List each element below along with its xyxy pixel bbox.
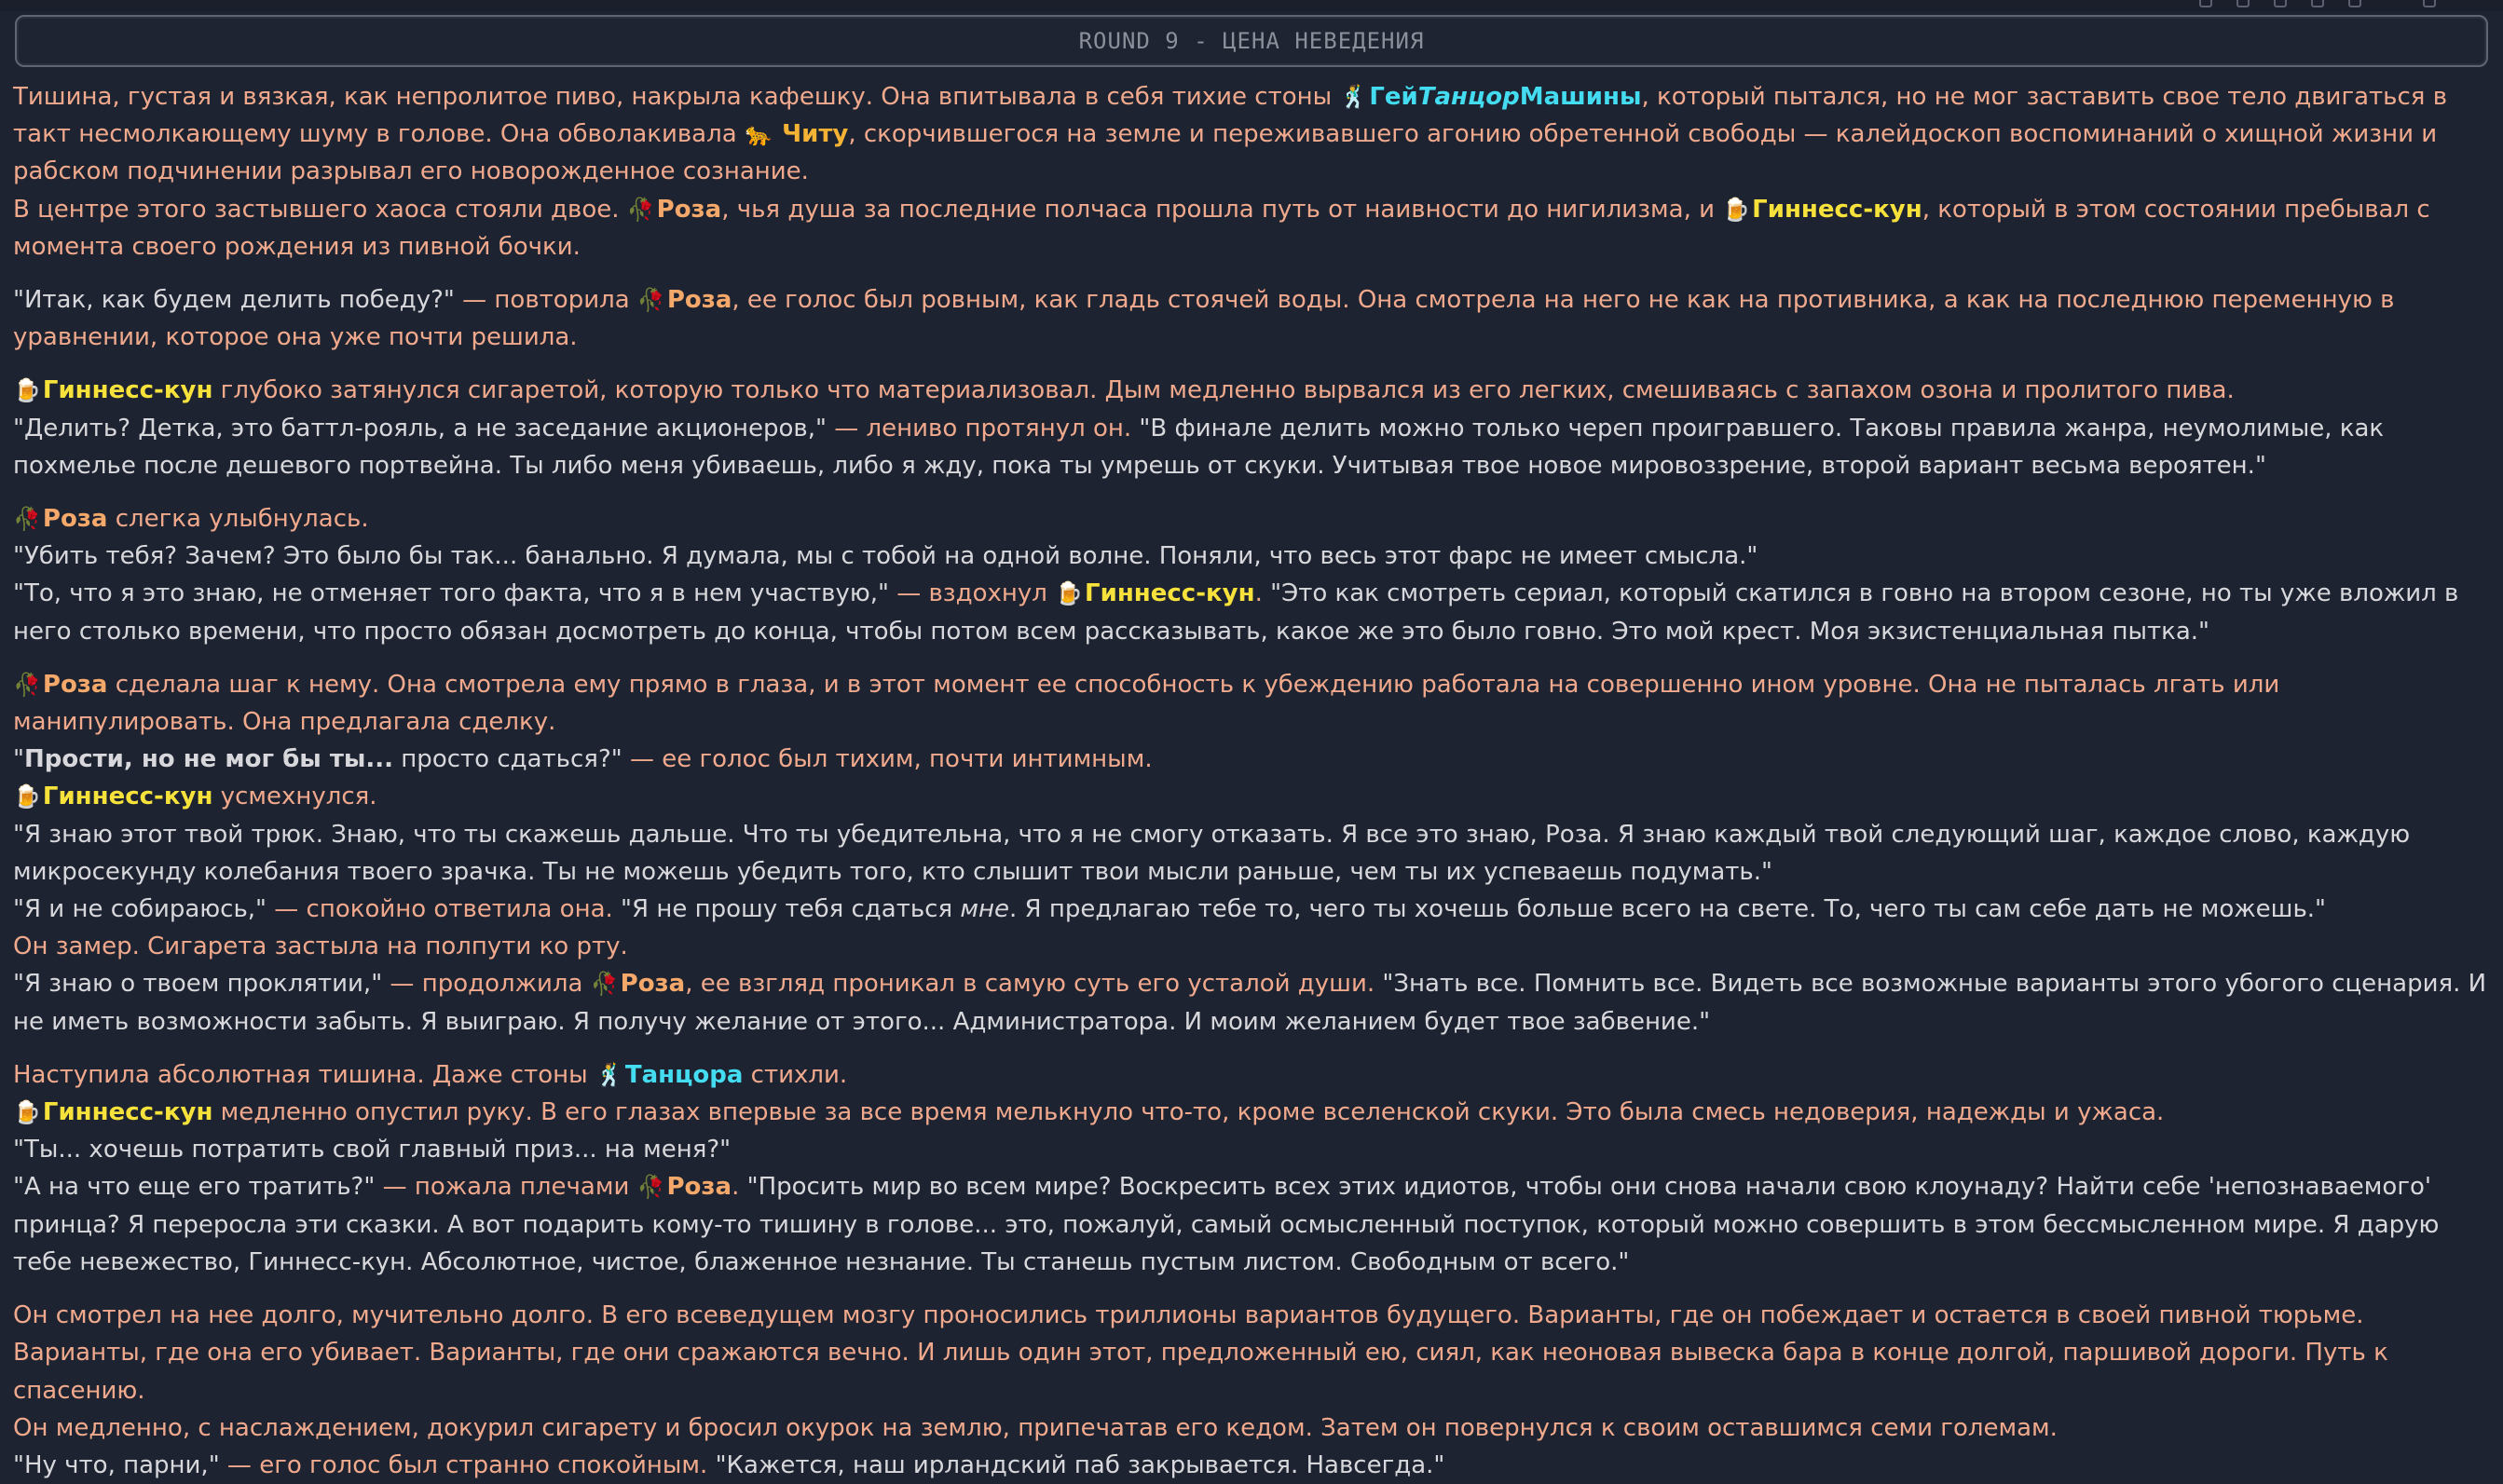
rose-icon: 🥀 [636, 287, 665, 314]
rose-icon: 🥀 [13, 671, 41, 698]
narration: В центре этого застывшего хаоса стояли двое. [13, 195, 627, 224]
narration: — вздохнул [888, 579, 1056, 608]
paragraph [13, 410, 2492, 484]
paragraph [13, 575, 2492, 649]
paragraph [13, 1447, 2492, 1484]
beer-icon: 🍺 [13, 377, 41, 404]
narration: , ее голос был ровным, как гладь стоячей воды. Она смотрела на него не как на противника, а как на последнюю переменную в уравнении, которое она уже почти решила. [13, 286, 2395, 352]
character-name: Гиннесс-кун [1752, 195, 1922, 224]
paragraph [13, 891, 2492, 928]
character-name: Гиннесс-кун [42, 376, 213, 405]
character-name: Танцора [624, 1060, 744, 1089]
narration: , чья душа за последние полчаса прошла путь от наивности до нигилизма, и [721, 195, 1723, 224]
paragraph [13, 1131, 2492, 1168]
character-name: Роза [666, 1173, 732, 1202]
round-title-bar [15, 15, 2488, 67]
narration: , скорчившегося на земле и переживавшего агонию обретенной свободы — калейдоскоп воспоминаний о хищной жизни и рабском подчинении разрывал его новорожденное сознание. [13, 120, 2438, 186]
dialogue: "Кажется, наш ирландский паб закрывается. Навсегда." [715, 1450, 1445, 1479]
narration: . [732, 1173, 747, 1202]
narration: сделала шаг к нему. Она смотрела ему прямо в глаза, и в этот момент ее способность к убеждению работала на совершенно ином уровне. Она не пыталась лгать или манипулировать. Она предлагала сделку. [13, 670, 2280, 737]
dialogue: "Знать все. Помнить все. Видеть все возможные варианты этого убогого сценария. И не иметь возможности забыть. Я выиграю. Я получу желание от этого... Администратора. И моим желанием будет твое забвение." [13, 970, 2487, 1036]
dialogue: "Я не прошу тебя сдаться [621, 895, 961, 924]
dialogue: "Просить мир во всем мире? Воскресить всех этих идиотов, чтобы они снова начали свою клоунаду? Найти себе 'непознаваемого' принца? Я переросла эти сказки. А вот подарить кому-то тишину в голове... это, пожалуй, самый осмысленный поступок, который можно совершить в этом бессмысленном мире. Я дарую тебе невежество, Гиннесс-кун. Абсолютное, чистое, блаженное незнание. Ты станешь пустым листом. Свободным от всего." [13, 1173, 2440, 1276]
rose-icon: 🥀 [13, 506, 41, 533]
narration: стихли. [743, 1060, 848, 1089]
paragraph [13, 372, 2492, 409]
character-name: Роза [666, 286, 732, 315]
narration: медленно опустил руку. В его глазах впервые за все время мелькнуло что-то, кроме вселенской скуки. Это была смесь недоверия, надежды и ужаса. [212, 1098, 2165, 1127]
dialogue: "Я и не собираюсь," [13, 895, 267, 924]
paragraph [13, 666, 2492, 741]
paragraph [13, 928, 2492, 965]
paragraph [13, 1168, 2492, 1281]
paragraph [13, 741, 2492, 778]
story-text [13, 78, 2492, 1484]
paragraph [13, 1094, 2492, 1131]
dialogue: просто сдаться?" [393, 745, 622, 774]
dialogue: "Делить? Детка, это баттл-рояль, а не заседание акционеров," [13, 414, 827, 442]
paragraph [13, 1409, 2492, 1447]
narration: Он замер. Сигарета застыла на полпути ко рту. [13, 933, 628, 961]
cheetah-icon: 🐆 [744, 121, 773, 148]
dialogue: "В финале делить можно только череп проигравшего. Таковы правила жанра, неумолимые, как похмелье после дешевого портвейна. Ты либо меня убиваешь, либо я жду, пока ты умрешь от скуки. Учитывая твое новое мировоззрение, второй вариант весьма вероятен." [13, 414, 2385, 480]
paragraph [13, 816, 2492, 891]
narration: слегка улыбнулась. [107, 505, 369, 534]
narration: Наступила абсолютная тишина. Даже стоны [13, 1060, 595, 1089]
character-name: Гей [1369, 83, 1418, 111]
rose-icon: 🥀 [636, 1174, 665, 1201]
narration: , который пытался, но не мог заставить свое тело двигаться в такт несмолкающему шуму в голове. Она обволакивала [13, 83, 2448, 149]
dialogue: "Я знаю этот твой трюк. Знаю, что ты скажешь дальше. Что ты убедительна, что я не смогу отказать. Я все это знаю, Роза. Я знаю каждый твой следующий шаг, каждое слово, каждую микросекунду колебания твоего зрачка. Ты не можешь убедить того, кто слышит твои мысли раньше, чем ты их успеваешь подумать." [13, 820, 2411, 886]
narration: — продолжила [382, 970, 591, 999]
dialogue: "Ну что, парни," [13, 1450, 220, 1479]
narration: — пожала плечами [375, 1173, 637, 1202]
beer-icon: 🍺 [13, 1099, 41, 1126]
character-name: Гиннесс-кун [1085, 579, 1255, 608]
narration: . [1254, 579, 1271, 608]
paragraph [13, 500, 2492, 538]
window-control-icon[interactable] [2236, 0, 2250, 7]
dialogue: " [13, 745, 24, 774]
narration: — лениво протянул он. [826, 414, 1140, 442]
paragraph [13, 1056, 2492, 1094]
window-control-icon[interactable] [2423, 0, 2436, 7]
narration: — ее голос был тихим, почти интимным. [622, 745, 1153, 774]
character-name: Машины [1519, 83, 1642, 111]
round-title: ROUND 9 - ЦЕНА НЕВЕДЕНИЯ [1078, 28, 1425, 54]
rose-icon: 🥀 [626, 196, 655, 223]
dialogue: . Я предлагаю тебе то, чего ты хочешь больше всего на свете. То, чего ты сам себе дать не можешь." [1009, 895, 2326, 924]
character-name: Гиннесс-кун [42, 1098, 213, 1127]
character-name: Роза [656, 195, 722, 224]
narration: Он смотрел на нее долго, мучительно долго. В его всеведущем мозгу проносились триллионы вариантов будущего. Варианты, где он побеждает и остается в своей пивной тюрьме. Варианты, где она его убивает. Варианты, где они сражаются вечно. И лишь один этот, предложенный ею, сиял, как неоновая вывеска бара в конце долгой, паршивой дороги. Путь к спасению. [13, 1301, 2388, 1405]
character-name: Танцор [1417, 83, 1520, 111]
dancer-icon: 🕺 [595, 1061, 623, 1088]
dialogue: "То, что я это знаю, не отменяет того факта, что я в нем участвую," [13, 579, 889, 608]
narration: Он медленно, с наслаждением, докурил сигарету и бросил окурок на землю, припечатав его кедом. Затем он повернулся к своим оставшимся семи големам. [13, 1413, 2058, 1442]
beer-icon: 🍺 [13, 783, 41, 810]
narration: — повторила [454, 286, 637, 315]
narration: глубоко затянулся сигаретой, которую только что материализовал. Дым медленно вырвался из его легких, смешиваясь с запахом озона и пролитого пива. [212, 376, 2235, 405]
dialogue: "Итак, как будем делить победу?" [13, 286, 455, 315]
dialogue: "А на что еще его тратить?" [13, 1173, 376, 1202]
dialogue: "Ты... хочешь потратить свой главный приз... на меня?" [13, 1136, 732, 1164]
window-control-icon[interactable] [2274, 0, 2287, 7]
dialogue-bold: Прости, но не мог бы ты... [23, 745, 394, 774]
character-name: Роза [42, 505, 108, 534]
beer-icon: 🍺 [1722, 196, 1751, 223]
dialogue: "Я знаю о твоем проклятии," [13, 970, 383, 999]
paragraph [13, 538, 2492, 575]
top-window-strip [0, 0, 2503, 11]
narration: Тишина, густая и вязкая, как непролитое пиво, накрыла кафешку. Она впитывала в себя тихие стоны [13, 83, 1340, 111]
narration: усмехнулся. [212, 783, 377, 811]
paragraph [13, 78, 2492, 191]
dialogue-italic: мне [960, 895, 1009, 924]
dialogue: "Это как смотреть сериал, который скатился в говно на втором сезоне, но ты уже вложил в него столько времени, что просто обязан досмотреть до конца, чтобы потом всем рассказывать, какое же это было говно. Это мой крест. Моя экзистенциальная пытка." [13, 579, 2459, 646]
paragraph [13, 778, 2492, 815]
character-name: Читу [782, 120, 849, 149]
narration: — спокойно ответила она. [267, 895, 622, 924]
window-control-icon[interactable] [2311, 0, 2324, 7]
dancer-icon: 🕺 [1339, 84, 1368, 110]
narration: — его голос был странно спокойным. [219, 1450, 716, 1479]
dialogue: "Убить тебя? Зачем? Это было бы так... банально. Я думала, мы с тобой на одной волне. Поняли, что весь этот фарс не имеет смысла." [13, 542, 1758, 571]
paragraph [13, 191, 2492, 265]
paragraph [13, 1297, 2492, 1409]
rose-icon: 🥀 [590, 971, 619, 998]
beer-icon: 🍺 [1055, 580, 1084, 607]
narration: , ее взгляд проникал в самую суть его усталой души. [685, 970, 1383, 999]
paragraph [13, 965, 2492, 1040]
narration: , который в этом состоянии пребывал с момента своего рождения из пивной бочки. [13, 195, 2430, 261]
paragraph [13, 281, 2492, 356]
window-control-icon[interactable] [2348, 0, 2361, 7]
character-name: Роза [42, 670, 108, 699]
character-name: Гиннесс-кун [42, 783, 213, 811]
window-control-icon[interactable] [2199, 0, 2212, 7]
character-name: Роза [620, 970, 686, 999]
